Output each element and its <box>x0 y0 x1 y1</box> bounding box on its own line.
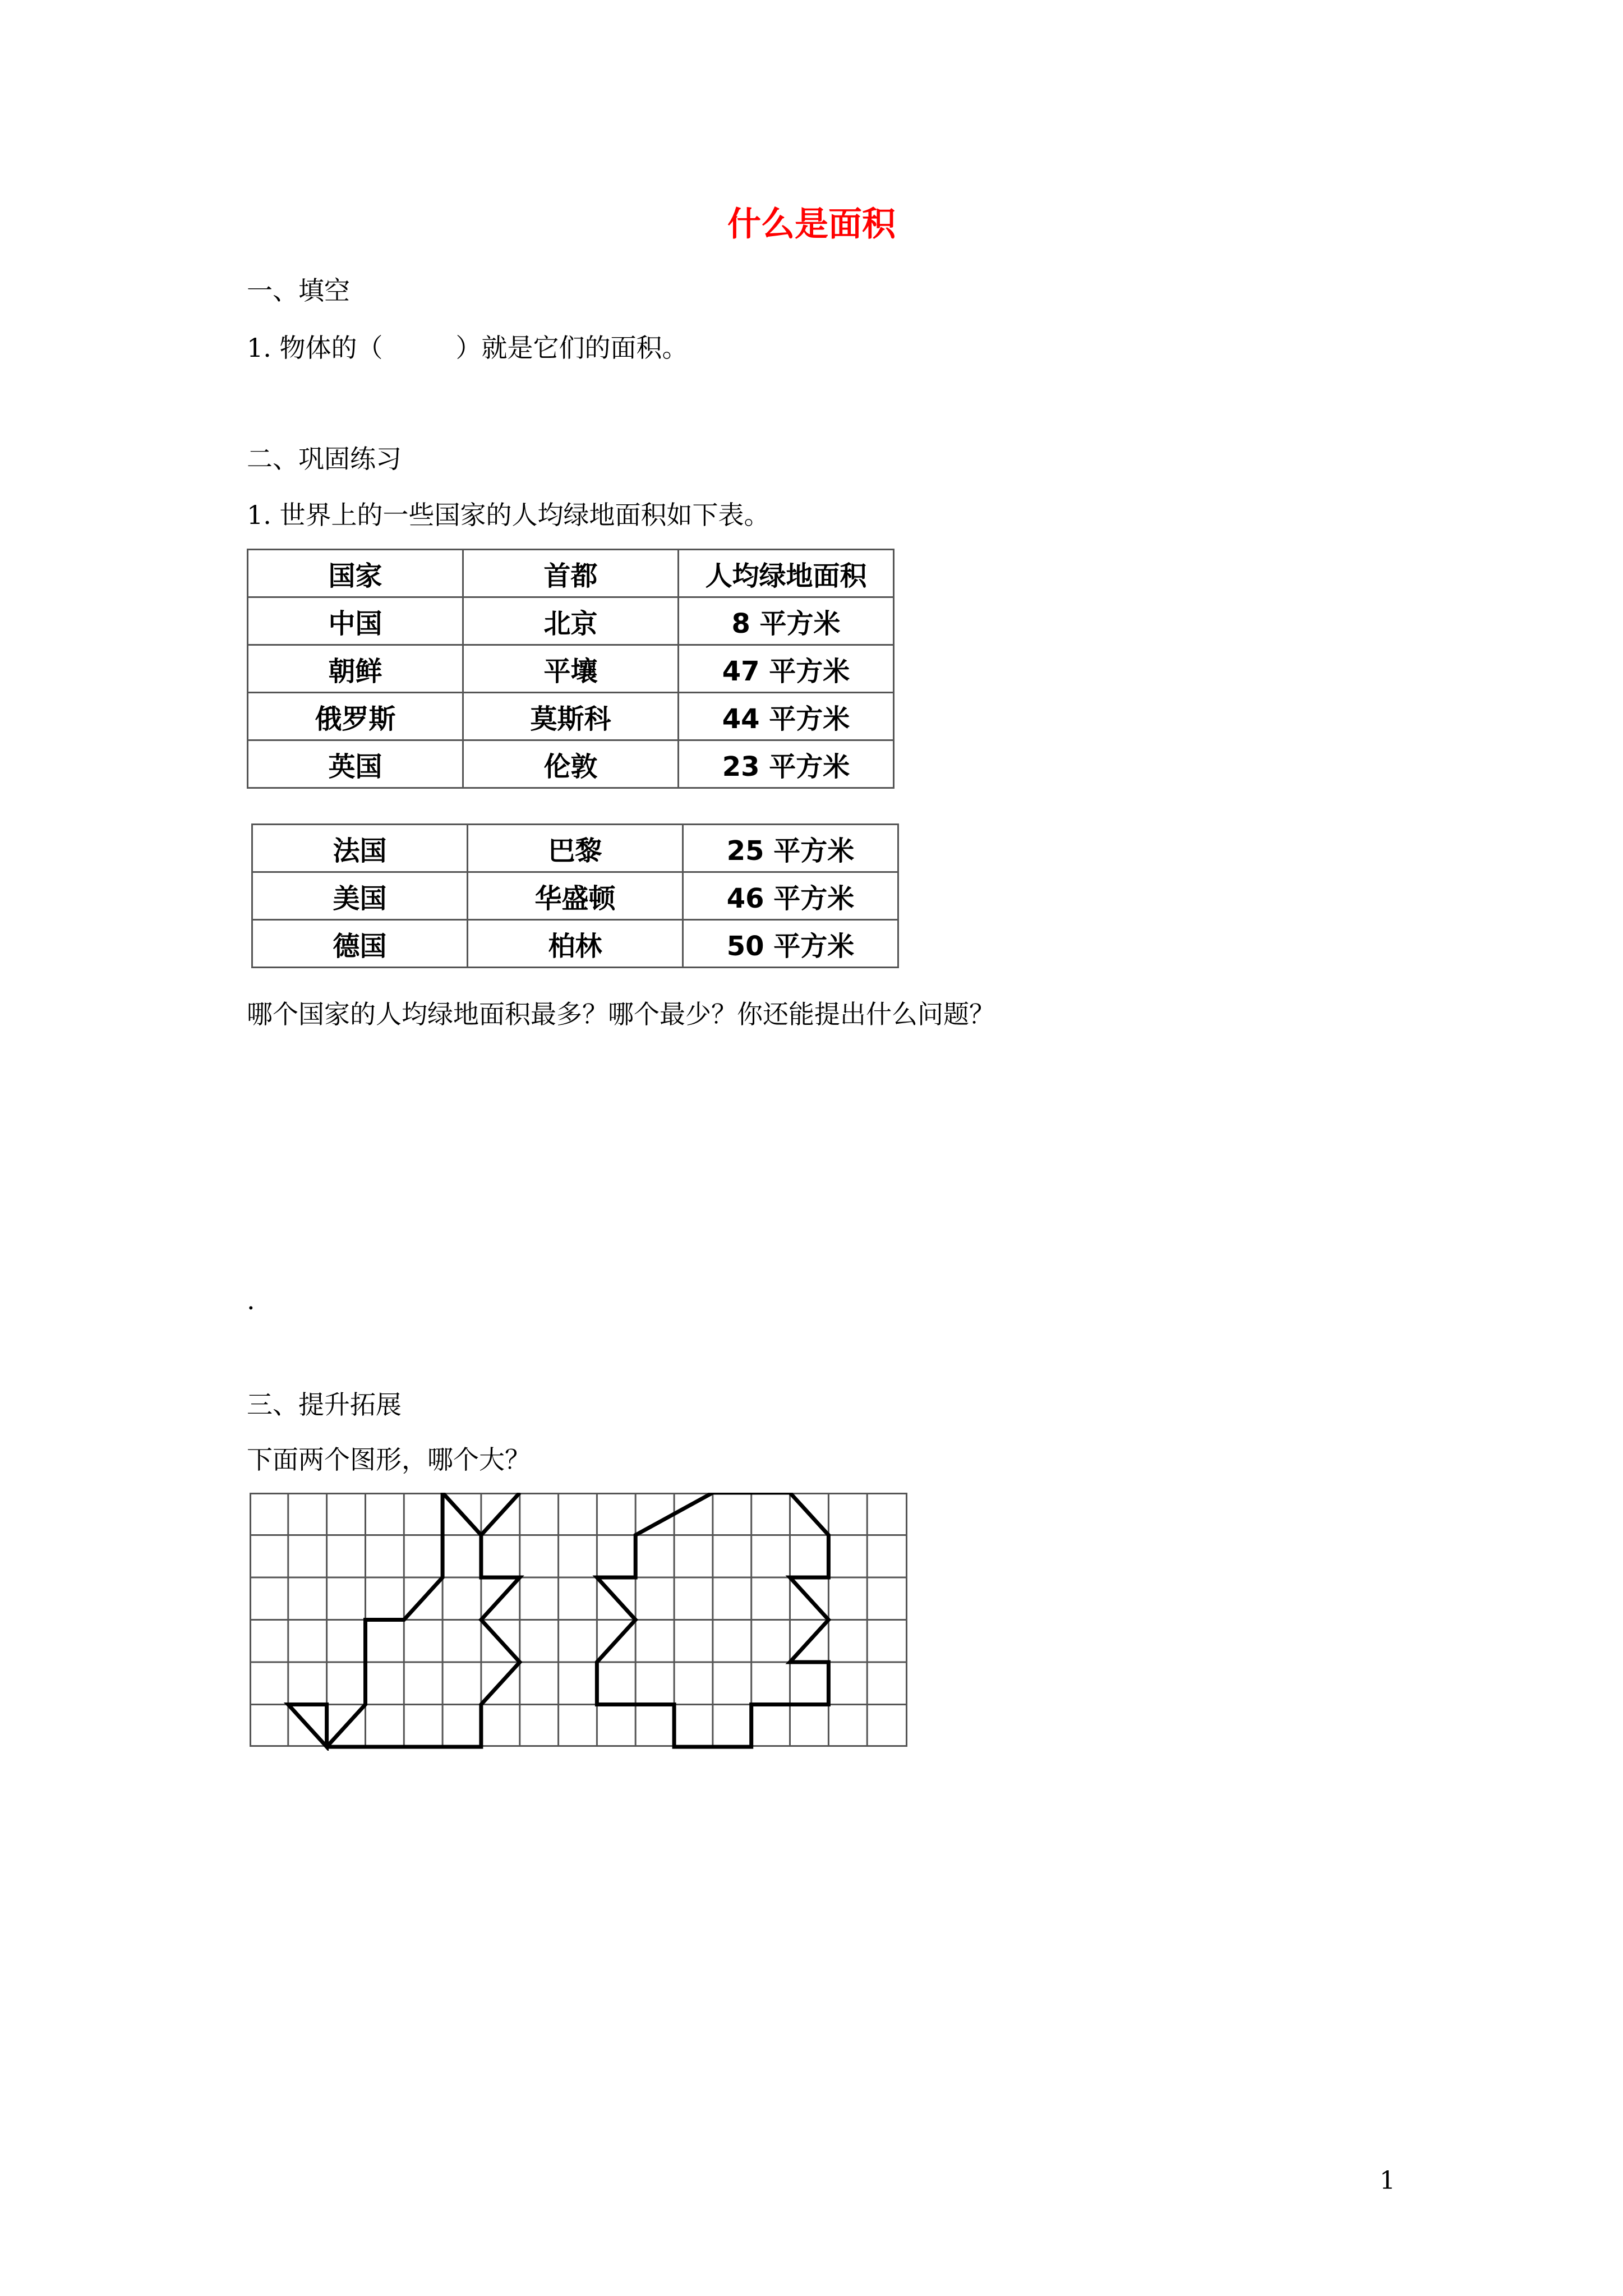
table-cell: 德国 <box>252 920 468 968</box>
question-prefix: 1. 物体的（ <box>247 333 383 363</box>
table-row <box>248 645 894 693</box>
table-cell: 华盛顿 <box>468 872 683 920</box>
table-cell: 8 平方米 <box>679 597 894 645</box>
question-suffix: ）就是它们的面积。 <box>455 333 688 363</box>
section-3-heading: 三、提升拓展 <box>247 1389 402 1420</box>
grid-figures <box>250 1493 911 1751</box>
table-cell: 法国 <box>252 825 468 872</box>
header-cell: 人均绿地面积 <box>679 550 894 597</box>
square-grid <box>250 1493 907 1747</box>
stray-dot: . <box>247 1285 255 1315</box>
green-area-table-1 <box>247 549 895 789</box>
table-row <box>252 825 898 872</box>
table-cell: 柏林 <box>468 920 683 968</box>
table-cell: 伦敦 <box>463 740 679 788</box>
page-number: 1 <box>1380 2166 1395 2195</box>
table-header-row <box>248 550 894 597</box>
table-cell: 巴黎 <box>468 825 683 872</box>
table-cell: 朝鲜 <box>248 645 463 693</box>
table-cell: 平壤 <box>463 645 679 693</box>
table-row <box>252 920 898 968</box>
table-cell: 美国 <box>252 872 468 920</box>
table-cell: 47 平方米 <box>679 645 894 693</box>
table-row <box>252 872 898 920</box>
green-area-table-2 <box>251 823 899 968</box>
table-cell: 25 平方米 <box>683 825 898 872</box>
table-cell: 英国 <box>248 740 463 788</box>
question-2-1: 1. 世界上的一些国家的人均绿地面积如下表。 <box>247 500 770 530</box>
table-cell: 北京 <box>463 597 679 645</box>
question-2-1-followup: 哪个国家的人均绿地面积最多？哪个最少？你还能提出什么问题？ <box>247 999 995 1029</box>
table-cell: 23 平方米 <box>679 740 894 788</box>
table-cell: 46 平方米 <box>683 872 898 920</box>
table-row <box>248 740 894 788</box>
header-cell: 首都 <box>463 550 679 597</box>
section-1-heading: 一、填空 <box>247 275 350 306</box>
section-2-heading: 二、巩固练习 <box>247 444 402 474</box>
table-cell: 中国 <box>248 597 463 645</box>
question-3-1: 下面两个图形，哪个大？ <box>247 1444 531 1475</box>
table-row <box>248 693 894 740</box>
table-cell: 莫斯科 <box>463 693 679 740</box>
table-cell: 俄罗斯 <box>248 693 463 740</box>
table-cell: 50 平方米 <box>683 920 898 968</box>
header-cell: 国家 <box>248 550 463 597</box>
table-cell: 44 平方米 <box>679 693 894 740</box>
question-1-1 <box>247 331 688 365</box>
table-row <box>248 597 894 645</box>
page-title: 什么是面积 <box>727 205 896 244</box>
